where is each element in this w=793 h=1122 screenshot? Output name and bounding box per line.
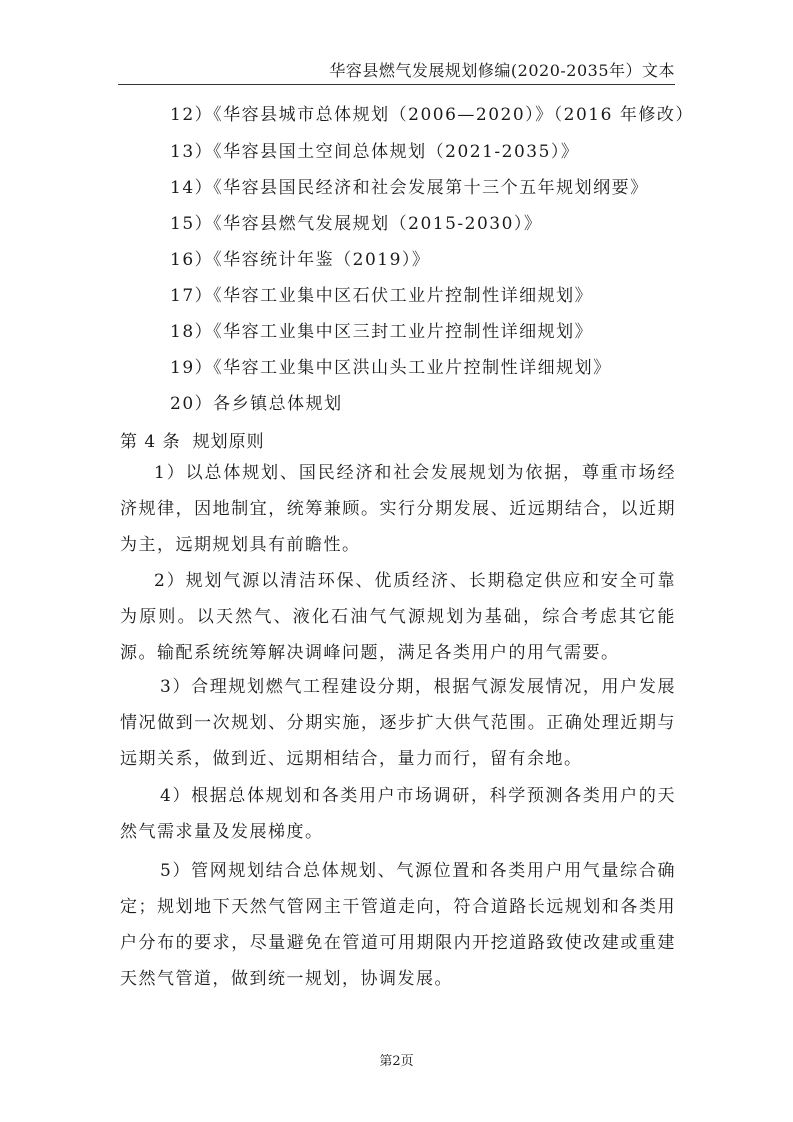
running-header: 华容县燃气发展规划修编(2020-2035年）文本 <box>329 61 675 80</box>
article-title: 规划原则 <box>192 432 265 452</box>
principle-paragraph: 3）合理规划燃气工程建设分期，根据气源发展情况，用户发展情况做到一次规划、分期实施，逐步扩大供气范围。正确处理近期与远期关系，做到近、远期相结合，量力而行，留有余地。 <box>120 677 676 769</box>
reference-item: 15）《华容县燃气发展规划（2015-2030）》 <box>170 214 543 234</box>
principle-paragraph: 5）管网规划结合总体规划、气源位置和各类用户用气量综合确定；规划地下天然气管网主干管道走向，符合道路长远规划和各类用户分布的要求，尽量避免在管道可用期限内开挖道路致使改建或重建天然气管道，做到统一规划，协调发展。 <box>120 861 676 989</box>
reference-item: 12）《华容县城市总体规划（2006—2020）》（2016 年修改） <box>170 105 694 125</box>
reference-item: 14）《华容县国民经济和社会发展第十三个五年规划纲要》 <box>170 178 649 198</box>
article-number: 第 4 条 <box>120 432 181 452</box>
principle-paragraph: 2）规划气源以清洁环保、优质经济、长期稳定供应和安全可靠为原则。以天然气、液化石油气气源规划为基础，综合考虑其它能源。输配系统统筹解决调峰问题，满足各类用户的用气需要。 <box>120 571 676 663</box>
reference-item: 19）《华容工业集中区洪山头工业片控制性详细规划》 <box>170 358 612 378</box>
reference-item: 13）《华容县国土空间总体规划（2021-2035）》 <box>170 142 580 162</box>
reference-item: 16）《华容统计年鉴（2019）》 <box>170 250 431 270</box>
page-number: 第2页 <box>379 1054 414 1069</box>
reference-item: 17）《华容工业集中区石伏工业片控制性详细规划》 <box>170 286 594 306</box>
reference-item: 18）《华容工业集中区三封工业片控制性详细规划》 <box>170 322 594 342</box>
principle-paragraph: 4）根据总体规划和各类用户市场调研，科学预测各类用户的天然气需求量及发展梯度。 <box>120 786 676 842</box>
article-heading <box>120 427 265 452</box>
header-divider <box>118 84 675 85</box>
principle-paragraph: 1）以总体规划、国民经济和社会发展规划为依据，尊重市场经济规律，因地制宜，统筹兼顾。实行分期发展、近远期结合，以近期为主，远期规划具有前瞻性。 <box>120 463 676 555</box>
reference-item: 20）各乡镇总体规划 <box>170 394 343 414</box>
